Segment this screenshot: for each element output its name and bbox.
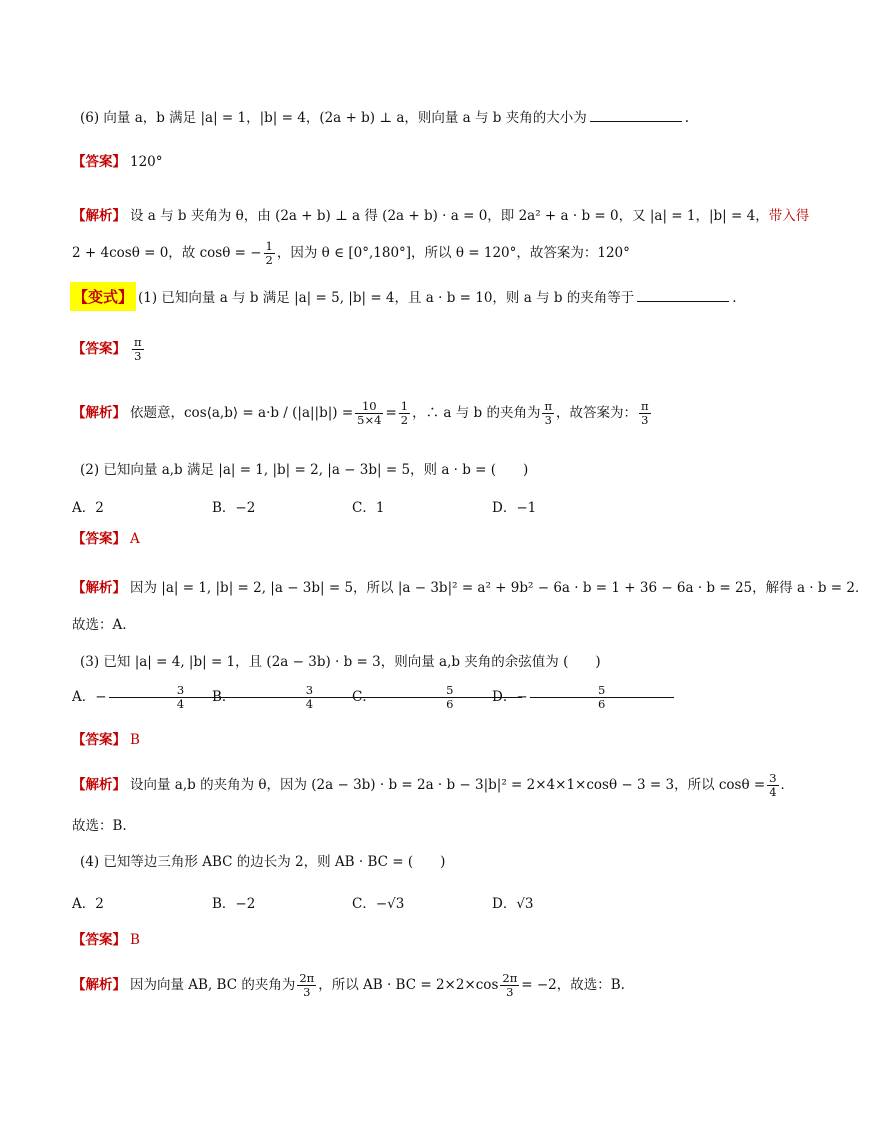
v4-answer-row: [72, 928, 724, 948]
q6-fraction: $\frac{1}{2}$: [265, 239, 273, 268]
answer-label: 【答案】: [72, 732, 126, 748]
answer-label: 【答案】: [72, 154, 126, 170]
v1-eq: =: [385, 405, 397, 422]
analysis-label: 【解析】: [72, 580, 126, 596]
v4-analysis-a: 因为向量 AB, BC 的夹角为: [130, 977, 296, 994]
v1-frac1: $\frac{10}{5\times 4}$: [357, 399, 382, 428]
v1-frac4: $\frac{\pi}{3}$: [641, 399, 649, 428]
v3-answer-row: [72, 728, 724, 748]
v2-choose-value: A.: [112, 617, 127, 633]
answer-blank: [590, 111, 682, 122]
v3-answer: B: [130, 732, 140, 748]
v2-text: (2) 已知向量 a,b 满足 |a| = 1, |b| = 2, |a − 3b| = 5，则 a · b = ( ): [80, 462, 529, 478]
q6-analysis-line1: [72, 204, 810, 224]
v3-analysis: [72, 771, 795, 800]
v1-analysis-a: 依题意，cos⟨a,b⟩ = a·b / (|a||b|) =: [130, 405, 354, 422]
v3-option-b: B． $\frac{3}{4}$: [212, 684, 352, 711]
answer-label: 【答案】: [72, 932, 126, 948]
v4-frac2: $\frac{2\pi}{3}$: [502, 971, 518, 1000]
q6-analysis-2a: 2 + 4cosθ = 0，故 cosθ = −: [72, 245, 262, 262]
analysis-label: 【解析】: [72, 977, 126, 994]
v2-question: [80, 458, 724, 478]
v3-options: [72, 684, 724, 711]
q6-analysis-1a: 设 a 与 b 夹角为 θ，由 (2a + b) ⊥ a 得 (2a + b) · a = 0，即 2a² + a · b = 0，又 |a| = 1，|b| = 4，: [130, 208, 769, 224]
v2-analysis-text: 因为 |a| = 1, |b| = 2, |a − 3b| = 5，所以 |a − 3b|² = a² + 9b² − 6a · b = 1 + 36 − 6a · b = 25，解得 a · b = 2．: [130, 580, 869, 596]
v1-frac2: $\frac{1}{2}$: [400, 399, 409, 428]
v1-answer-fraction: $\frac{\pi}{3}$: [134, 335, 142, 364]
q6-text: (6) 向量 a，b 满足 |a| = 1，|b| = 4，(2a + b) ⊥ a，则向量 a 与 b 夹角的大小为: [80, 110, 587, 126]
v3-frac: $\frac{3}{4}$: [769, 771, 777, 800]
q6-question: (6) 向量 a，b 满足 |a| = 1，|b| = 4，(2a + b) ⊥ a，则向量 a 与 b 夹角的大小为 .: [80, 110, 690, 126]
answer-label: 【答案】: [72, 531, 126, 547]
v4-answer: B: [130, 932, 140, 948]
v1-frac3: $\frac{\pi}{3}$: [544, 399, 553, 428]
v3-text: (3) 已知 |a| = 4, |b| = 1，且 (2a − 3b) · b = 3，则向量 a,b 夹角的余弦值为 ( ): [80, 654, 601, 670]
v2-analysis: [72, 576, 869, 596]
v1-question: 【变式】 (1) 已知向量 a 与 b 满足 |a| = 5, |b| = 4，且 a · b = 10，则 a 与 b 的夹角等于 .: [70, 282, 724, 311]
v1-text: (1) 已知向量 a 与 b 满足 |a| = 5, |b| = 4，且 a · b = 10，则 a 与 b 的夹角等于: [138, 290, 635, 306]
v2-option-a: A．2: [72, 500, 104, 516]
q6-analysis-2b: ，因为 θ ∈ [0°,180°]，所以 θ = 120°，故答案为：120°: [276, 245, 630, 262]
analysis-label: 【解析】: [72, 405, 126, 422]
v3-choose-value: B.: [112, 818, 127, 834]
v2-option-b: B．−2: [212, 500, 256, 516]
choose-prefix: 故选：: [72, 818, 113, 834]
q6-answer: 120°: [130, 154, 163, 170]
v4-analysis-b: ，所以 AB · BC = 2×2×cos: [318, 977, 499, 994]
v2-option-c: C．1: [352, 500, 385, 516]
v4-text: (4) 已知等边三角形 ABC 的边长为 2，则 AB · BC = ( ): [80, 854, 446, 870]
v4-analysis: [72, 972, 724, 999]
analysis-label: 【解析】: [72, 208, 126, 224]
q6-answer-row: [72, 150, 724, 170]
analysis-label: 【解析】: [72, 777, 126, 794]
v1-analysis-c: ，故答案为：: [556, 405, 638, 422]
v3-analysis-b: ．: [780, 777, 795, 794]
q6-analysis-line2: [72, 240, 724, 267]
answer-blank: [637, 291, 729, 302]
v2-options: [72, 496, 724, 516]
v4-question: [80, 850, 724, 870]
v4-frac1: $\frac{2\pi}{3}$: [299, 971, 315, 1000]
v3-question: [80, 650, 724, 670]
v2-option-d: D．−1: [492, 500, 537, 516]
v4-option-d: D．√3: [492, 896, 534, 912]
v4-analysis-c: = −2，故选：B.: [521, 977, 625, 994]
v4-option-a: A．2: [72, 896, 104, 912]
v3-choose: [72, 814, 724, 834]
v2-choose: [72, 613, 724, 633]
v4-option-b: B．−2: [212, 896, 256, 912]
v2-answer: A: [130, 531, 140, 547]
choose-prefix: 故选：: [72, 617, 113, 633]
v3-option-a: A．− $\frac{3}{4}$: [72, 684, 212, 711]
answer-label: 【答案】: [72, 341, 126, 358]
v4-option-c: C．−√3: [352, 896, 405, 912]
v1-answer-row: [72, 336, 724, 363]
q6-analysis-1b: 带入得: [768, 208, 810, 224]
v2-answer-row: [72, 527, 724, 547]
variant-label: 【变式】: [70, 282, 136, 311]
v1-analysis-b: ，∴ a 与 b 的夹角为: [412, 405, 541, 422]
v3-option-d: D．− $\frac{5}{6}$: [492, 684, 632, 711]
v1-analysis: [72, 400, 724, 427]
v3-option-c: C． $\frac{5}{6}$: [352, 684, 492, 711]
v4-options: [72, 892, 724, 912]
v3-analysis-a: 设向量 a,b 的夹角为 θ，因为 (2a − 3b) · b = 2a · b − 3|b|² = 2×4×1×cosθ − 3 = 3，所以 cosθ =: [130, 777, 766, 794]
